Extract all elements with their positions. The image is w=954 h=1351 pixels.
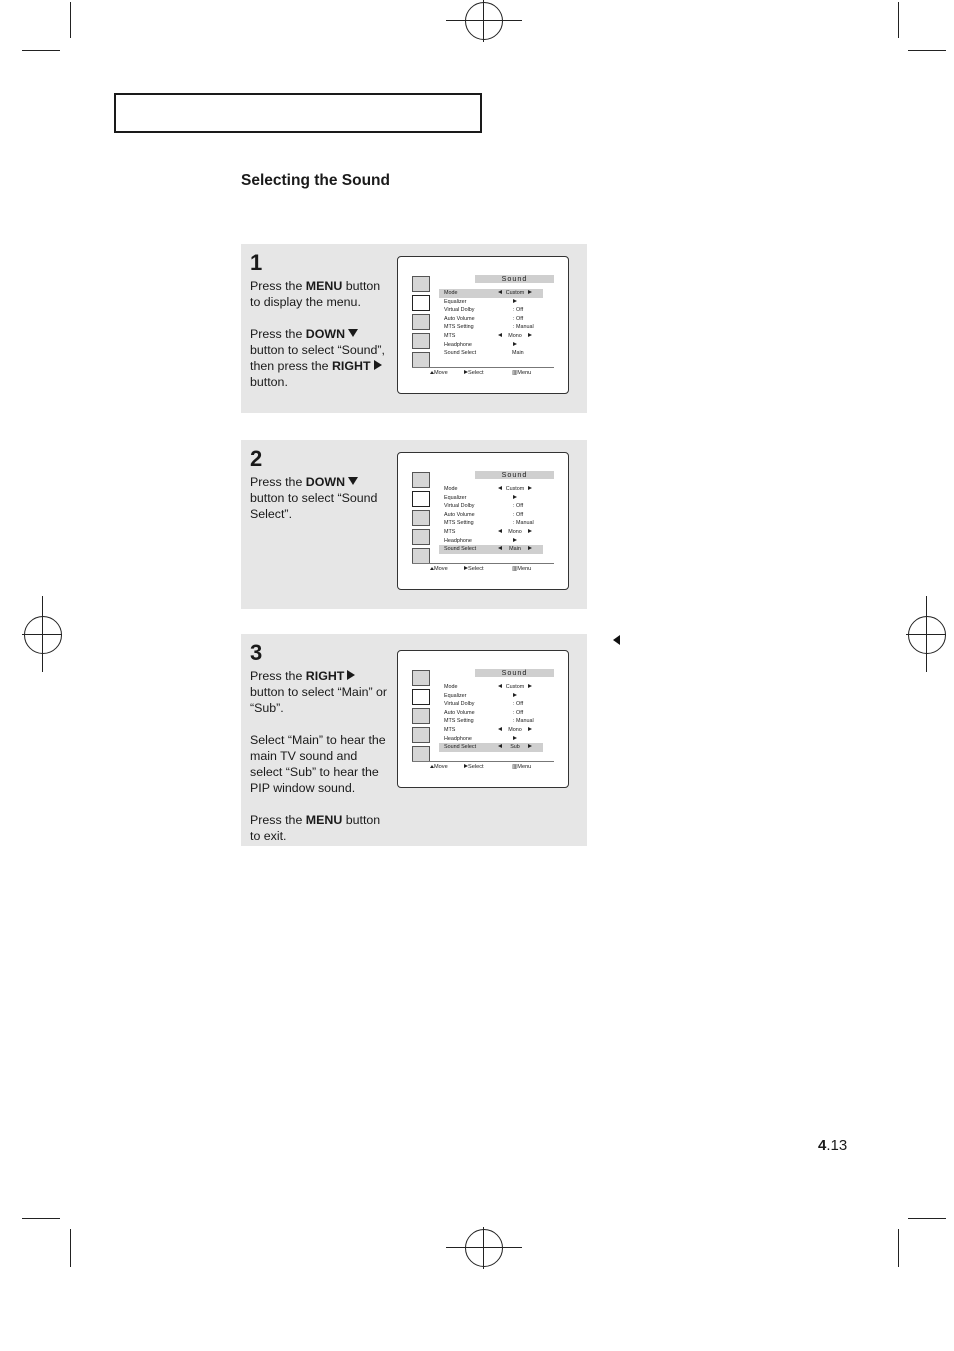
key-name: RIGHT — [305, 669, 345, 683]
crop-mark — [908, 50, 946, 51]
channel-menu-icon — [412, 708, 430, 724]
osd-row-value — [498, 545, 532, 554]
osd-menu — [412, 275, 554, 377]
osd-row-label: Mode — [444, 486, 458, 492]
step-text — [250, 474, 392, 538]
osd-row-label: Equalizer — [444, 692, 467, 699]
osd-row-label: Sound Select — [444, 350, 477, 357]
text: Mono — [508, 726, 522, 733]
text: Custom — [505, 684, 525, 690]
osd-row[interactable] — [439, 683, 543, 692]
sound-menu-icon — [412, 295, 430, 311]
right-arrow-icon — [513, 342, 517, 346]
osd-footer — [412, 563, 554, 574]
osd-row[interactable] — [439, 709, 543, 718]
osd-row-value — [498, 332, 532, 341]
osd-menu — [412, 669, 554, 771]
down-arrow-icon — [348, 329, 358, 337]
right-arrow-icon — [347, 670, 355, 680]
text: Press the — [250, 475, 306, 489]
menu-hint: ▥ Menu — [512, 370, 532, 376]
registration-mark-icon — [908, 616, 946, 654]
osd-row[interactable] — [439, 528, 543, 537]
osd-row[interactable] — [439, 692, 543, 701]
step-text — [250, 668, 392, 860]
osd-icon-column — [412, 472, 432, 567]
osd-row-label: MTS Setting — [444, 324, 474, 331]
osd-row-label: MTS Setting — [444, 718, 474, 725]
osd-title: Sound — [475, 669, 554, 677]
step-number: 1 — [250, 250, 263, 275]
move-hint — [430, 564, 448, 574]
osd-row[interactable] — [439, 485, 543, 494]
menu-hint: ▥ Menu — [512, 566, 532, 572]
osd-title: Sound — [475, 275, 554, 283]
submenu-arrow-icon — [513, 341, 517, 350]
right-arrow-icon — [528, 529, 532, 533]
osd-row-label: Equalizer — [444, 494, 467, 501]
osd-row-label: Headphone — [444, 735, 472, 742]
osd-row-value: : Manual — [513, 718, 534, 725]
section-title: Selecting the Sound — [241, 172, 390, 189]
osd-rows — [439, 485, 543, 554]
page-number-value: .13 — [826, 1137, 848, 1154]
right-arrow-icon — [528, 333, 532, 337]
crop-mark — [483, 1227, 484, 1269]
pip-menu-icon — [412, 352, 430, 368]
right-arrow-icon — [513, 538, 517, 542]
tv-screen — [397, 256, 569, 394]
submenu-arrow-icon — [513, 692, 517, 701]
osd-row[interactable] — [439, 511, 543, 520]
picture-menu-icon — [412, 472, 430, 488]
key-name: DOWN — [305, 475, 346, 489]
osd-row-value — [498, 485, 532, 494]
text: Mono — [508, 528, 522, 535]
key-name: MENU — [305, 279, 343, 293]
step-paragraph — [250, 278, 392, 310]
text: button to display the menu. — [250, 279, 381, 309]
osd-row-label: Auto Volume — [444, 709, 475, 716]
text: Menu — [517, 370, 532, 376]
osd-row-label: Virtual Dolby — [444, 701, 475, 708]
osd-row-value — [498, 289, 532, 298]
text: button to select “Sound Select”. — [250, 491, 378, 521]
key-name: MENU — [305, 813, 343, 827]
osd-row[interactable] — [439, 502, 543, 511]
osd-row[interactable] — [439, 306, 543, 315]
crop-mark — [70, 2, 71, 38]
osd-row-value: : Off — [513, 307, 524, 314]
osd-row[interactable] — [439, 735, 543, 744]
step-paragraph — [250, 326, 392, 390]
osd-row-label: Virtual Dolby — [444, 307, 475, 314]
page-number — [818, 1137, 847, 1154]
menu-hint: ▥ Menu — [512, 764, 532, 770]
osd-row-label: MTS — [444, 528, 456, 535]
osd-row[interactable] — [439, 323, 543, 332]
osd-footer — [412, 761, 554, 772]
select-hint — [464, 368, 484, 378]
channel-menu-icon — [412, 314, 430, 330]
down-arrow-icon — [348, 477, 358, 485]
text: Move — [434, 764, 448, 770]
sound-menu-icon — [412, 689, 430, 705]
step-number: 2 — [250, 446, 263, 471]
text: button. — [250, 375, 288, 389]
text: Menu — [517, 764, 532, 770]
osd-row-label: Headphone — [444, 341, 472, 348]
tv-screen — [397, 452, 569, 590]
osd-row-label: Sound Select — [444, 546, 477, 553]
osd-row-value: : Manual — [513, 520, 534, 527]
key-name: DOWN — [305, 327, 346, 341]
osd-row[interactable] — [439, 494, 543, 503]
picture-menu-icon — [412, 276, 430, 292]
osd-row-label: Mode — [444, 290, 458, 296]
osd-row[interactable] — [439, 341, 543, 350]
crop-mark — [926, 596, 927, 672]
text: Select — [468, 370, 484, 376]
registration-mark-icon — [24, 616, 62, 654]
right-arrow-icon — [528, 744, 532, 748]
move-hint — [430, 368, 448, 378]
picture-menu-icon — [412, 670, 430, 686]
text: button to exit. — [250, 813, 381, 843]
osd-row-label: MTS Setting — [444, 520, 474, 527]
osd-row-value: : Off — [513, 709, 524, 716]
osd-row-value: : Manual — [513, 324, 534, 331]
osd-row-value: : Off — [513, 315, 524, 322]
osd-row-label: Auto Volume — [444, 511, 475, 518]
osd-row-label: Virtual Dolby — [444, 503, 475, 510]
osd-row[interactable] — [439, 545, 543, 554]
key-name: RIGHT — [331, 359, 371, 373]
sound-menu-icon — [412, 491, 430, 507]
osd-row[interactable] — [439, 298, 543, 307]
text: Press the — [250, 279, 306, 293]
registration-mark-icon — [465, 1229, 503, 1267]
osd-row[interactable] — [439, 717, 543, 726]
osd-row[interactable] — [439, 700, 543, 709]
step-3-panel — [241, 634, 587, 846]
osd-row[interactable] — [439, 743, 543, 752]
crop-mark — [483, 0, 484, 42]
text: button to select “Sound”, then press the — [250, 343, 386, 373]
osd-row-label: Headphone — [444, 537, 472, 544]
step-number: 3 — [250, 640, 263, 665]
text: Select — [468, 566, 484, 572]
registration-mark-icon — [465, 2, 503, 40]
crop-mark — [898, 2, 899, 38]
submenu-arrow-icon — [513, 537, 517, 546]
osd-menu — [412, 471, 554, 573]
osd-row-value: : Off — [513, 701, 524, 708]
text: Menu — [517, 566, 532, 572]
pip-menu-icon — [412, 746, 430, 762]
osd-row[interactable] — [439, 315, 543, 324]
osd-row[interactable] — [439, 537, 543, 546]
text: Move — [434, 370, 448, 376]
step-paragraph: Select “Main” to hear the main TV sound and select “Sub” to hear the PIP window sound. — [250, 733, 386, 795]
osd-row-label: Mode — [444, 684, 458, 690]
osd-icon-column — [412, 276, 432, 371]
crop-mark — [446, 20, 522, 21]
right-arrow-icon — [528, 546, 532, 550]
osd-row-value — [498, 528, 532, 537]
crop-mark — [898, 1229, 899, 1267]
right-arrow-icon — [528, 727, 532, 731]
osd-row-label: Equalizer — [444, 298, 467, 305]
osd-title: Sound — [475, 471, 554, 479]
channel-menu-icon — [412, 510, 430, 526]
right-arrow-icon — [513, 299, 517, 303]
text: Select — [468, 764, 484, 770]
right-arrow-icon — [528, 486, 532, 490]
osd-row[interactable] — [439, 349, 543, 358]
osd-row-value: Main — [512, 350, 524, 357]
right-arrow-icon — [513, 495, 517, 499]
submenu-arrow-icon — [513, 494, 517, 503]
step-paragraph — [250, 812, 392, 844]
submenu-arrow-icon — [513, 298, 517, 307]
pip-menu-icon — [412, 548, 430, 564]
text: Sub — [510, 744, 520, 751]
step-paragraph — [250, 668, 392, 716]
osd-row-value: : Off — [513, 503, 524, 510]
right-arrow-icon — [513, 693, 517, 697]
osd-rows — [439, 683, 543, 752]
right-arrow-icon — [374, 360, 382, 370]
submenu-arrow-icon — [513, 735, 517, 744]
left-arrow-marker-icon — [613, 635, 620, 645]
text: button to select “Main” or “Sub”. — [250, 685, 388, 715]
text: Press the — [250, 327, 306, 341]
osd-row-label: Auto Volume — [444, 315, 475, 322]
setup-menu-icon — [412, 333, 430, 349]
crop-mark — [446, 1247, 522, 1248]
text: Move — [434, 566, 448, 572]
chapter-number: 4 — [818, 1137, 827, 1154]
osd-row-label: MTS — [444, 332, 456, 339]
select-hint — [464, 762, 484, 772]
osd-icon-column — [412, 670, 432, 765]
osd-row-value — [498, 683, 532, 692]
setup-menu-icon — [412, 529, 430, 545]
osd-row-value: : Off — [513, 511, 524, 518]
text: Custom — [505, 290, 525, 296]
osd-row[interactable] — [439, 332, 543, 341]
osd-footer — [412, 367, 554, 378]
right-arrow-icon — [513, 736, 517, 740]
osd-row[interactable] — [439, 519, 543, 528]
text: Custom — [505, 486, 525, 492]
osd-row-value — [498, 743, 532, 752]
crop-mark — [22, 1218, 60, 1219]
text: Press the — [250, 813, 306, 827]
crop-mark — [908, 1218, 946, 1219]
step-1-panel — [241, 244, 587, 413]
setup-menu-icon — [412, 727, 430, 743]
osd-row[interactable] — [439, 726, 543, 735]
right-arrow-icon — [528, 290, 532, 294]
move-hint — [430, 762, 448, 772]
tv-screen — [397, 650, 569, 788]
crop-mark — [22, 50, 60, 51]
step-paragraph — [250, 474, 392, 522]
step-2-panel — [241, 440, 587, 609]
osd-row-label: Sound Select — [444, 744, 477, 751]
osd-row[interactable] — [439, 289, 543, 298]
header-box — [114, 93, 482, 133]
select-hint — [464, 564, 484, 574]
osd-row-label: MTS — [444, 726, 456, 733]
text: Press the — [250, 669, 306, 683]
text: Main — [509, 546, 521, 553]
osd-row-value — [498, 726, 532, 735]
osd-rows — [439, 289, 543, 358]
step-text — [250, 278, 392, 406]
text: Mono — [508, 332, 522, 339]
crop-mark — [70, 1229, 71, 1267]
crop-mark — [42, 596, 43, 672]
right-arrow-icon — [528, 684, 532, 688]
